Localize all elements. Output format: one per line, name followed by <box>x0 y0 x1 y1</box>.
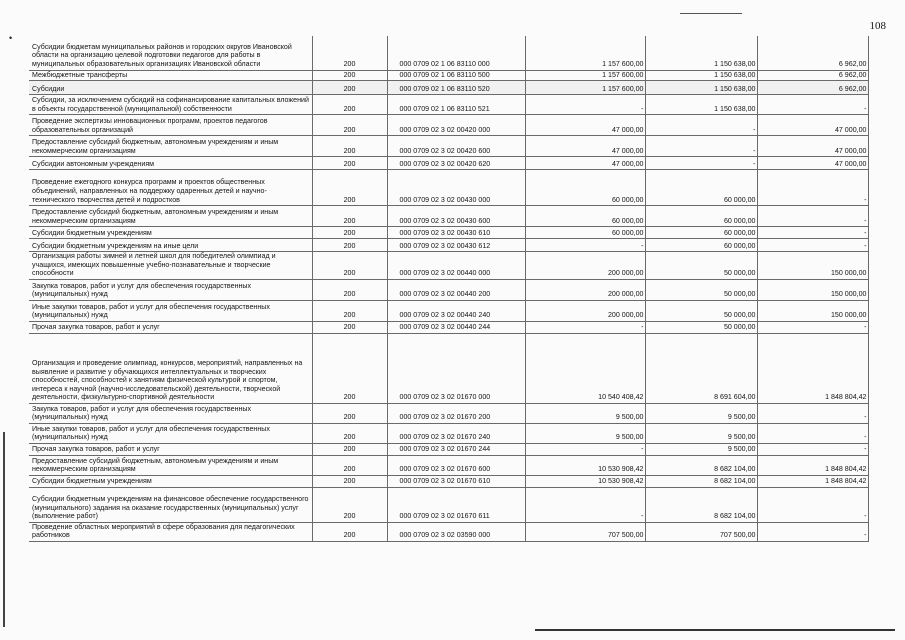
table-row <box>29 333 868 403</box>
row-kvr: 200 <box>312 423 387 443</box>
table-row <box>29 70 868 81</box>
table-row <box>29 227 868 239</box>
row-unexecuted: - <box>757 321 868 333</box>
row-code: 000 0709 02 3 02 01670 600 <box>387 455 525 475</box>
row-code: 000 0709 02 3 02 01670 240 <box>387 423 525 443</box>
row-approved: 10 530 908,42 <box>525 475 645 487</box>
row-unexecuted: 47 000,00 <box>757 115 868 136</box>
row-kvr: 200 <box>312 455 387 475</box>
row-approved: - <box>525 239 645 252</box>
row-executed: 9 500,00 <box>645 403 757 423</box>
left-scan-edge <box>3 432 5 627</box>
row-approved: - <box>525 95 645 115</box>
row-code: 000 0709 02 3 02 00440 000 <box>387 252 525 280</box>
row-approved: 47 000,00 <box>525 115 645 136</box>
row-kvr: 200 <box>312 239 387 252</box>
row-code: 000 0709 02 1 06 83110 521 <box>387 95 525 115</box>
row-executed: - <box>645 115 757 136</box>
row-code: 000 0709 02 3 02 01670 200 <box>387 403 525 423</box>
row-approved: 200 000,00 <box>525 300 645 321</box>
row-unexecuted: - <box>757 95 868 115</box>
row-kvr: 200 <box>312 227 387 239</box>
row-code: 000 0709 02 3 02 00420 620 <box>387 157 525 170</box>
row-approved: - <box>525 443 645 455</box>
row-name: Организация и проведение олимпиад, конкурсов, мероприятий, направленных на выявление и развитие у обучающихся интеллектуальных и творческих способностей, способностей к занятиям физической культурой и спортом, интереса к научной (научно-исследовательской) деятельности, творческой деятельности, физкультурно-спортивной деятельности <box>29 333 312 403</box>
budget-execution-table <box>29 36 869 542</box>
row-kvr: 200 <box>312 157 387 170</box>
row-approved: 9 500,00 <box>525 403 645 423</box>
row-approved: 9 500,00 <box>525 423 645 443</box>
row-executed: 1 150 638,00 <box>645 81 757 95</box>
table-row <box>29 36 868 70</box>
row-name: Предоставление субсидий бюджетным, автономным учреждениям и иным некоммерческим организациям <box>29 455 312 475</box>
row-name: Предоставление субсидий бюджетным, автономным учреждениям и иным некоммерческим организациям <box>29 206 312 227</box>
row-kvr: 200 <box>312 522 387 541</box>
table-row <box>29 115 868 136</box>
row-code: 000 0709 02 3 02 01670 611 <box>387 487 525 522</box>
row-approved: - <box>525 487 645 522</box>
row-kvr: 200 <box>312 170 387 206</box>
row-name: Прочая закупка товаров, работ и услуг <box>29 443 312 455</box>
table-row <box>29 522 868 541</box>
row-approved: 10 530 908,42 <box>525 455 645 475</box>
row-kvr: 200 <box>312 206 387 227</box>
row-unexecuted: 6 962,00 <box>757 36 868 70</box>
row-name: Субсидии <box>29 81 312 95</box>
table-row <box>29 403 868 423</box>
row-unexecuted: 150 000,00 <box>757 300 868 321</box>
row-kvr: 200 <box>312 36 387 70</box>
row-name: Закупка товаров, работ и услуг для обеспечения государственных (муниципальных) нужд <box>29 403 312 423</box>
row-kvr: 200 <box>312 403 387 423</box>
row-code: 000 0709 02 1 06 83110 500 <box>387 70 525 81</box>
row-approved: 47 000,00 <box>525 157 645 170</box>
row-name: Проведение ежегодного конкурса программ и проектов общественных объединений, направленных на поддержку одаренных детей и научно-технического творчества детей и подростков <box>29 170 312 206</box>
row-unexecuted: - <box>757 423 868 443</box>
top-scan-line <box>680 13 742 14</box>
row-unexecuted: - <box>757 170 868 206</box>
row-approved: 1 157 600,00 <box>525 36 645 70</box>
row-kvr: 200 <box>312 443 387 455</box>
row-unexecuted: - <box>757 403 868 423</box>
row-name: Субсидии бюджетным учреждениям <box>29 475 312 487</box>
row-executed: 8 691 604,00 <box>645 333 757 403</box>
row-unexecuted: 47 000,00 <box>757 136 868 157</box>
row-unexecuted: 6 962,00 <box>757 70 868 81</box>
row-code: 000 0709 02 3 02 00430 612 <box>387 239 525 252</box>
row-approved: 1 157 600,00 <box>525 70 645 81</box>
row-code: 000 0709 02 3 02 00420 000 <box>387 115 525 136</box>
row-name: Организация работы зимней и летней школ для победителей олимпиад и учащихся, имеющих повышенные учебно-познавательные и творческие способности <box>29 252 312 280</box>
row-kvr: 200 <box>312 321 387 333</box>
row-name: Проведение экспертизы инновационных программ, проектов педагогов образовательных организаций <box>29 115 312 136</box>
row-name: Проведение областных мероприятий в сфере образования для педагогических работников <box>29 522 312 541</box>
row-executed: 50 000,00 <box>645 300 757 321</box>
row-executed: 1 150 638,00 <box>645 36 757 70</box>
row-executed: 60 000,00 <box>645 227 757 239</box>
table-row <box>29 252 868 280</box>
row-kvr: 200 <box>312 81 387 95</box>
table-row <box>29 170 868 206</box>
row-executed: - <box>645 157 757 170</box>
row-code: 000 0709 02 3 02 00430 600 <box>387 206 525 227</box>
row-name: Субсидии бюджетным учреждениям <box>29 227 312 239</box>
table-row <box>29 443 868 455</box>
row-executed: 1 150 638,00 <box>645 95 757 115</box>
row-name: Субсидии автономным учреждениям <box>29 157 312 170</box>
row-unexecuted: 47 000,00 <box>757 157 868 170</box>
row-kvr: 200 <box>312 115 387 136</box>
row-kvr: 200 <box>312 279 387 300</box>
row-unexecuted: 150 000,00 <box>757 279 868 300</box>
row-name: Субсидии, за исключением субсидий на софинансирование капитальных вложений в объекты государственной (муниципальной) собственности <box>29 95 312 115</box>
table-row <box>29 157 868 170</box>
row-unexecuted: - <box>757 487 868 522</box>
row-executed: 8 682 104,00 <box>645 487 757 522</box>
table-row <box>29 487 868 522</box>
table-row <box>29 300 868 321</box>
row-executed: - <box>645 136 757 157</box>
row-unexecuted: 1 848 804,42 <box>757 333 868 403</box>
row-kvr: 200 <box>312 70 387 81</box>
table-row <box>29 136 868 157</box>
table-row <box>29 206 868 227</box>
row-unexecuted: 1 848 804,42 <box>757 455 868 475</box>
row-name: Субсидии бюджетным учреждениям на финансовое обеспечение государственного (муниципального) задания на оказание государственных (муниципальных) услуг (выполнение работ) <box>29 487 312 522</box>
row-code: 000 0709 02 3 02 00420 600 <box>387 136 525 157</box>
row-kvr: 200 <box>312 95 387 115</box>
row-executed: 50 000,00 <box>645 252 757 280</box>
table-row <box>29 279 868 300</box>
row-name: Иные закупки товаров, работ и услуг для обеспечения государственных (муниципальных) нужд <box>29 423 312 443</box>
row-name: Прочая закупка товаров, работ и услуг <box>29 321 312 333</box>
row-unexecuted: - <box>757 239 868 252</box>
row-name: Субсидии бюджетам муниципальных районов и городских округов Ивановской области на организацию целевой подготовки педагогов для работы в муниципальных образовательных организациях Ивановской области <box>29 36 312 70</box>
row-code: 000 0709 02 3 02 01670 610 <box>387 475 525 487</box>
row-executed: 50 000,00 <box>645 321 757 333</box>
row-code: 000 0709 02 3 02 00440 240 <box>387 300 525 321</box>
table-row <box>29 81 868 95</box>
row-executed: 60 000,00 <box>645 239 757 252</box>
row-executed: 707 500,00 <box>645 522 757 541</box>
row-code: 000 0709 02 3 02 00430 610 <box>387 227 525 239</box>
row-name: Межбюджетные трансферты <box>29 70 312 81</box>
table-row <box>29 475 868 487</box>
row-executed: 8 682 104,00 <box>645 475 757 487</box>
row-approved: 200 000,00 <box>525 252 645 280</box>
row-code: 000 0709 02 1 06 83110 520 <box>387 81 525 95</box>
row-code: 000 0709 02 1 06 83110 000 <box>387 36 525 70</box>
row-approved: - <box>525 321 645 333</box>
row-unexecuted: 1 848 804,42 <box>757 475 868 487</box>
margin-bullet: • <box>9 33 13 43</box>
row-kvr: 200 <box>312 252 387 280</box>
row-unexecuted: - <box>757 227 868 239</box>
row-code: 000 0709 02 3 02 00430 000 <box>387 170 525 206</box>
table-row <box>29 95 868 115</box>
row-name: Субсидии бюджетным учреждениям на иные цели <box>29 239 312 252</box>
row-executed: 60 000,00 <box>645 170 757 206</box>
row-code: 000 0709 02 3 02 03590 000 <box>387 522 525 541</box>
row-executed: 60 000,00 <box>645 206 757 227</box>
bottom-scan-line <box>535 629 895 631</box>
row-code: 000 0709 02 3 02 01670 000 <box>387 333 525 403</box>
row-approved: 60 000,00 <box>525 227 645 239</box>
row-executed: 9 500,00 <box>645 443 757 455</box>
row-name: Предоставление субсидий бюджетным, автономным учреждениям и иным некоммерческим организациям <box>29 136 312 157</box>
row-unexecuted: - <box>757 443 868 455</box>
row-kvr: 200 <box>312 136 387 157</box>
row-executed: 9 500,00 <box>645 423 757 443</box>
row-approved: 200 000,00 <box>525 279 645 300</box>
row-executed: 8 682 104,00 <box>645 455 757 475</box>
table-row <box>29 239 868 252</box>
table-row <box>29 455 868 475</box>
row-unexecuted: 150 000,00 <box>757 252 868 280</box>
row-unexecuted: 6 962,00 <box>757 81 868 95</box>
page-number: 108 <box>869 20 886 32</box>
row-unexecuted: - <box>757 206 868 227</box>
row-kvr: 200 <box>312 487 387 522</box>
row-approved: 47 000,00 <box>525 136 645 157</box>
row-approved: 707 500,00 <box>525 522 645 541</box>
row-approved: 10 540 408,42 <box>525 333 645 403</box>
row-approved: 1 157 600,00 <box>525 81 645 95</box>
row-approved: 60 000,00 <box>525 170 645 206</box>
row-executed: 1 150 638,00 <box>645 70 757 81</box>
row-kvr: 200 <box>312 475 387 487</box>
table-row <box>29 321 868 333</box>
row-code: 000 0709 02 3 02 00440 200 <box>387 279 525 300</box>
row-approved: 60 000,00 <box>525 206 645 227</box>
table-row <box>29 423 868 443</box>
row-name: Иные закупки товаров, работ и услуг для обеспечения государственных (муниципальных) нужд <box>29 300 312 321</box>
row-name: Закупка товаров, работ и услуг для обеспечения государственных (муниципальных) нужд <box>29 279 312 300</box>
row-kvr: 200 <box>312 333 387 403</box>
row-executed: 50 000,00 <box>645 279 757 300</box>
row-code: 000 0709 02 3 02 01670 244 <box>387 443 525 455</box>
row-unexecuted: - <box>757 522 868 541</box>
row-code: 000 0709 02 3 02 00440 244 <box>387 321 525 333</box>
row-kvr: 200 <box>312 300 387 321</box>
